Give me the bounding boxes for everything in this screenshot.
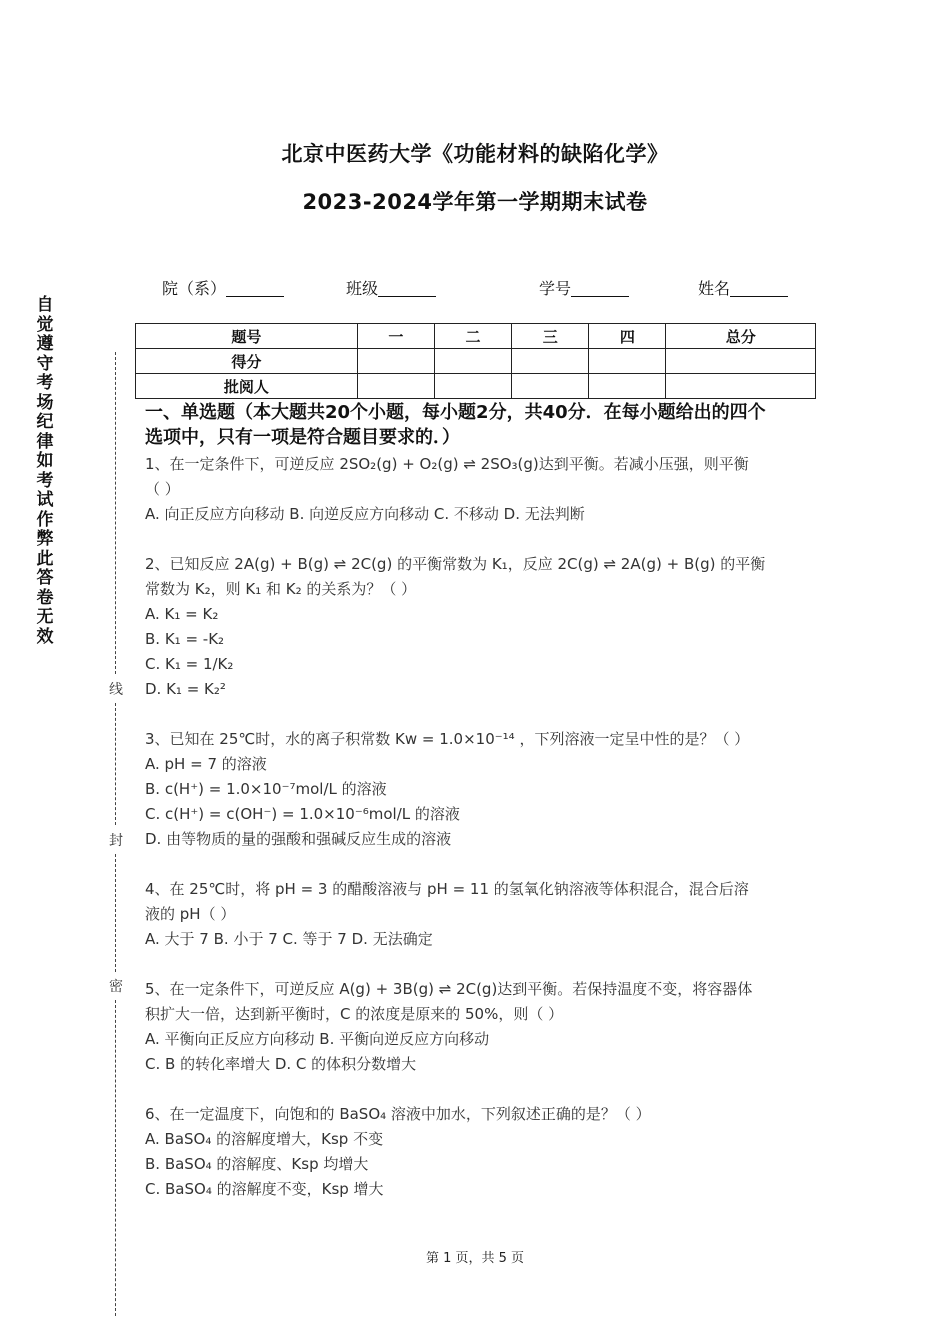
- binding-dash-line: [115, 703, 116, 825]
- option-a: A. BaSO₄ 的溶解度增大，Ksp 不变: [145, 1130, 384, 1148]
- score-header-cell: 二: [434, 324, 511, 349]
- question-options: A. 平衡向正反应方向移动 B. 平衡向逆反应方向移动: [145, 1030, 490, 1048]
- score-cell[interactable]: [434, 349, 511, 374]
- question-line: 液的 pH（ ）: [145, 905, 236, 923]
- grader-row: [136, 374, 816, 399]
- grader-cell[interactable]: [434, 374, 511, 399]
- question-4: [145, 877, 817, 952]
- seal-line-mark: 线: [106, 679, 126, 699]
- option-d: D. 由等物质的量的强酸和强碱反应生成的溶液: [145, 830, 452, 848]
- department-blank[interactable]: [226, 280, 284, 297]
- name-label: 姓名: [698, 279, 731, 298]
- question-options: A. 大于 7 B. 小于 7 C. 等于 7 D. 无法确定: [145, 930, 433, 948]
- name-field[interactable]: [698, 276, 788, 299]
- exam-content: [145, 400, 817, 1227]
- exam-title-line-2: 2023-2024学年第一学期期末试卷: [302, 190, 648, 214]
- department-label: 院（系）: [162, 279, 227, 298]
- section-1-heading: [145, 400, 817, 450]
- score-header-cell: 总分: [666, 324, 816, 349]
- score-row: [136, 349, 816, 374]
- discipline-warning: 自觉遵守考场纪律如考试作弊此答卷无效: [36, 295, 54, 647]
- grader-cell[interactable]: [512, 374, 589, 399]
- question-line: 1、在一定条件下，可逆反应 2SO₂(g) + O₂(g) ⇌ 2SO₃(g)达到平衡。若减小压强，则平衡: [145, 455, 749, 473]
- class-label: 班级: [346, 279, 379, 298]
- score-cell[interactable]: [357, 349, 434, 374]
- question-line: 3、已知在 25℃时，水的离子积常数 Kw = 1.0×10⁻¹⁴ ，下列溶液一定呈中性的是？（ ）: [145, 730, 750, 748]
- class-field[interactable]: [346, 276, 436, 299]
- question-line: 5、在一定条件下，可逆反应 A(g) + 3B(g) ⇌ 2C(g)达到平衡。若保持温度不变，将容器体: [145, 980, 753, 998]
- score-table: [135, 323, 816, 399]
- option-b: B. K₁ = -K₂: [145, 630, 225, 648]
- option-d: D. K₁ = K₂²: [145, 680, 226, 698]
- question-3: [145, 727, 817, 852]
- option-c: C. c(H⁺) = c(OH⁻) = 1.0×10⁻⁶mol/L 的溶液: [145, 805, 460, 823]
- score-table-header-row: [136, 324, 816, 349]
- binding-dash-line: [115, 352, 116, 674]
- option-b: B. c(H⁺) = 1.0×10⁻⁷mol/L 的溶液: [145, 780, 387, 798]
- page-footer: 第 1 页，共 5 页: [425, 1251, 525, 1266]
- score-cell[interactable]: [512, 349, 589, 374]
- question-line: 2、已知反应 2A(g) + B(g) ⇌ 2C(g) 的平衡常数为 K₁，反应 2C(g) ⇌ 2A(g) + B(g) 的平衡: [145, 555, 766, 573]
- student-id-blank[interactable]: [571, 280, 629, 297]
- binding-dash-line: [115, 854, 116, 972]
- student-id-field[interactable]: [539, 276, 629, 299]
- option-c: C. BaSO₄ 的溶解度不变，Ksp 增大: [145, 1180, 384, 1198]
- seal-seal-mark: 封: [106, 830, 126, 850]
- question-line: （ ）: [145, 480, 180, 498]
- question-1: [145, 452, 817, 527]
- score-header-cell: 三: [512, 324, 589, 349]
- option-a: A. K₁ = K₂: [145, 605, 219, 623]
- question-line: 积扩大一倍，达到新平衡时，C 的浓度是原来的 50%，则（ ）: [145, 1005, 564, 1023]
- score-row-label: 得分: [136, 349, 358, 374]
- grader-row-label: 批阅人: [136, 374, 358, 399]
- section-1-heading-line-1: 一、单选题（本大题共20个小题，每小题2分，共40分．在每小题给出的四个: [145, 402, 766, 423]
- score-cell[interactable]: [589, 349, 666, 374]
- binding-dash-line: [115, 1000, 116, 1316]
- grader-cell[interactable]: [357, 374, 434, 399]
- seal-dense-mark: 密: [106, 976, 126, 996]
- score-cell[interactable]: [666, 349, 816, 374]
- class-blank[interactable]: [378, 280, 436, 297]
- score-header-cell: 题号: [136, 324, 358, 349]
- question-line: 4、在 25℃时，将 pH = 3 的醋酸溶液与 pH = 11 的氢氧化钠溶液等体积混合，混合后溶: [145, 880, 749, 898]
- question-options: A. 向正反应方向移动 B. 向逆反应方向移动 C. 不移动 D. 无法判断: [145, 505, 585, 523]
- grader-cell[interactable]: [589, 374, 666, 399]
- question-line: 常数为 K₂，则 K₁ 和 K₂ 的关系为？（ ）: [145, 580, 417, 598]
- option-b: B. BaSO₄ 的溶解度、Ksp 均增大: [145, 1155, 369, 1173]
- name-blank[interactable]: [730, 280, 788, 297]
- exam-title-line-1: 北京中医药大学《功能材料的缺陷化学》: [281, 142, 669, 166]
- student-id-label: 学号: [539, 279, 572, 298]
- option-c: C. K₁ = 1/K₂: [145, 655, 234, 673]
- option-a: A. pH = 7 的溶液: [145, 755, 267, 773]
- question-6: [145, 1102, 817, 1202]
- department-field[interactable]: [162, 276, 284, 299]
- section-1-heading-line-2: 选项中，只有一项是符合题目要求的．）: [145, 427, 460, 448]
- grader-cell[interactable]: [666, 374, 816, 399]
- question-2: [145, 552, 817, 702]
- score-header-cell: 四: [589, 324, 666, 349]
- question-line: 6、在一定温度下，向饱和的 BaSO₄ 溶液中加水，下列叙述正确的是？（ ）: [145, 1105, 651, 1123]
- question-5: [145, 977, 817, 1077]
- score-header-cell: 一: [357, 324, 434, 349]
- question-options: C. B 的转化率增大 D. C 的体积分数增大: [145, 1055, 417, 1073]
